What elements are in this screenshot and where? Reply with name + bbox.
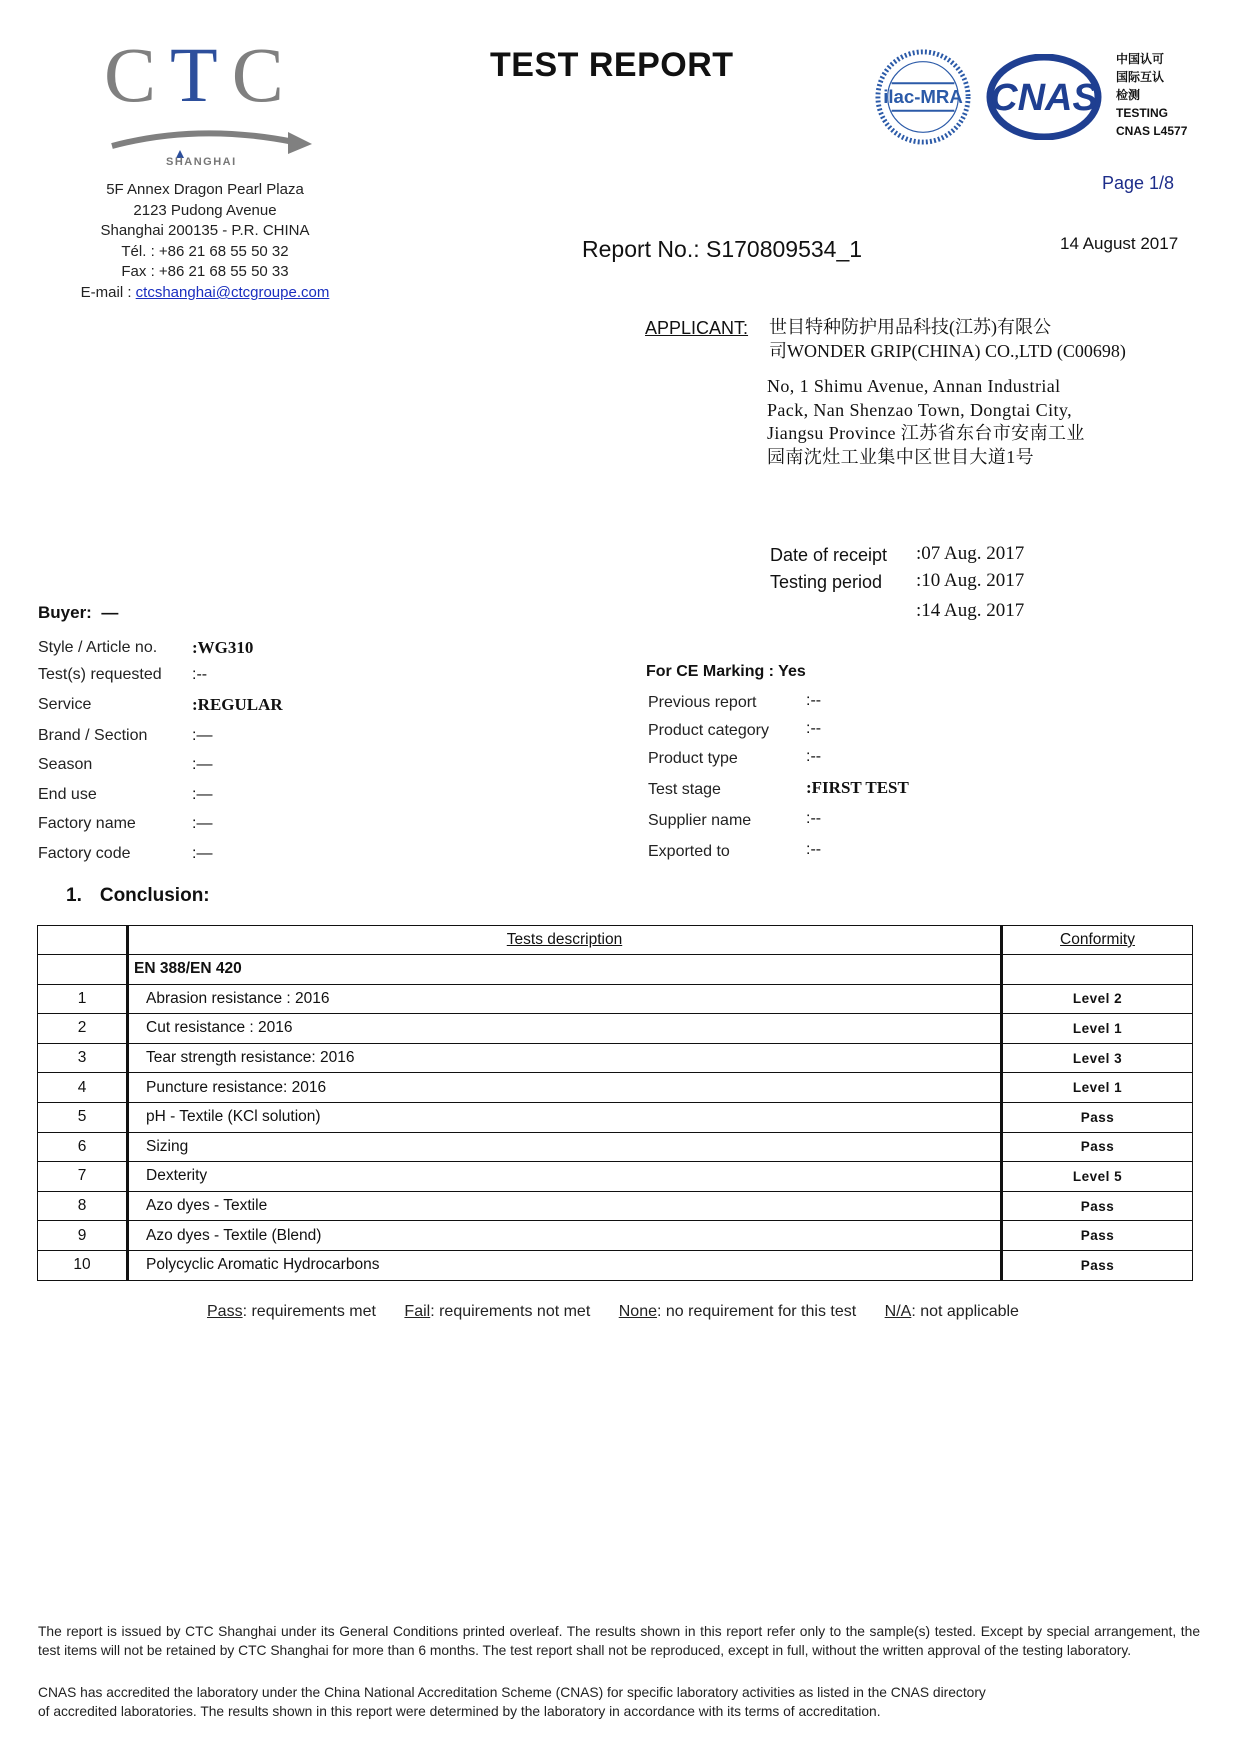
row-desc: Tear strength resistance: 2016 bbox=[128, 1043, 1002, 1073]
table-row bbox=[38, 1073, 1193, 1103]
receipt-label: Date of receipt bbox=[770, 545, 888, 565]
cnas-line: TESTING bbox=[1116, 106, 1169, 120]
field-value: :-- bbox=[806, 748, 822, 765]
standard-conf-cell bbox=[1002, 955, 1193, 985]
applicant-name bbox=[769, 316, 1169, 363]
address-line: Fax : +86 21 68 55 50 33 bbox=[121, 263, 289, 281]
row-conf: Level 1 bbox=[1002, 1014, 1193, 1044]
table-standard-row bbox=[38, 955, 1193, 985]
legend-text: : requirements met bbox=[242, 1303, 376, 1320]
testing-from: :10 Aug. 2017 bbox=[916, 570, 1025, 591]
row-desc: Abrasion resistance : 2016 bbox=[128, 984, 1002, 1014]
buyer-label: Buyer: bbox=[38, 603, 92, 622]
header-number-cell bbox=[38, 926, 128, 955]
ctc-logo-arrow-icon bbox=[104, 98, 319, 158]
email-line bbox=[60, 283, 350, 304]
applicant-address-line: Pack, Nan Shenzao Town, Dongtai City, bbox=[767, 399, 1072, 420]
buyer-value: — bbox=[101, 603, 119, 622]
field-value: :-- bbox=[806, 692, 822, 709]
row-number: 9 bbox=[38, 1221, 128, 1251]
standard-number-cell bbox=[38, 955, 128, 985]
testing-label: Testing period bbox=[770, 572, 883, 592]
table-row bbox=[38, 1221, 1193, 1251]
row-desc: Puncture resistance: 2016 bbox=[128, 1073, 1002, 1103]
header-conf: Conformity bbox=[1002, 926, 1193, 955]
ctc-logo bbox=[104, 31, 314, 171]
field-label: Product type bbox=[648, 750, 738, 767]
row-desc: Polycyclic Aromatic Hydrocarbons bbox=[128, 1250, 1002, 1280]
cnas-line: 检测 bbox=[1116, 88, 1141, 102]
row-desc: Cut resistance : 2016 bbox=[128, 1014, 1002, 1044]
field-label: Product category bbox=[648, 722, 769, 739]
table-row bbox=[38, 1162, 1193, 1192]
field-label: Service bbox=[38, 696, 92, 713]
legend-key: Pass bbox=[207, 1303, 243, 1320]
field-label: Test stage bbox=[648, 781, 721, 798]
table-row bbox=[38, 984, 1193, 1014]
cnas-line: CNAS L4577 bbox=[1116, 124, 1188, 138]
table-row bbox=[38, 1102, 1193, 1132]
field-value: :-- bbox=[806, 841, 822, 858]
legend-key: None bbox=[618, 1303, 657, 1320]
cnas-line: 国际互认 bbox=[1116, 70, 1165, 84]
legend-item bbox=[207, 1303, 376, 1320]
row-conf: Pass bbox=[1002, 1102, 1193, 1132]
applicant-name-line: 司WONDER GRIP(CHINA) CO.,LTD (C00698) bbox=[769, 340, 1126, 361]
row-number: 1 bbox=[38, 984, 128, 1014]
field-value: :— bbox=[192, 845, 213, 862]
table-row bbox=[38, 1132, 1193, 1162]
header-desc: Tests description bbox=[128, 926, 1002, 955]
legend-key: N/A bbox=[884, 1303, 912, 1320]
ctc-logo-city: SHANGHAI bbox=[166, 156, 237, 168]
table-header-row bbox=[38, 926, 1193, 955]
legend-text: : no requirement for this test bbox=[656, 1303, 857, 1320]
field-label: Factory name bbox=[38, 815, 136, 832]
legend-item bbox=[885, 1303, 1019, 1320]
row-number: 3 bbox=[38, 1043, 128, 1073]
field-value: :— bbox=[192, 815, 213, 832]
cnas-logo-text: CNAS bbox=[990, 77, 1098, 119]
field-label: Style / Article no. bbox=[38, 639, 158, 656]
row-desc: Azo dyes - Textile (Blend) bbox=[128, 1221, 1002, 1251]
email-link[interactable]: ctcshanghai@ctcgroupe.com bbox=[135, 283, 330, 301]
report-date: 14 August 2017 bbox=[1060, 234, 1179, 253]
row-conf: Level 3 bbox=[1002, 1043, 1193, 1073]
field-label: Previous report bbox=[648, 694, 757, 711]
legend-text: : not applicable bbox=[911, 1303, 1019, 1320]
field-value: :— bbox=[192, 756, 213, 773]
ctc-logo-letters: CTC bbox=[104, 31, 298, 118]
field-value: :— bbox=[192, 786, 213, 803]
table-row bbox=[38, 1014, 1193, 1044]
field-label: Supplier name bbox=[648, 812, 752, 829]
applicant-address-line: 园南沈灶工业集中区世目大道1号 bbox=[767, 446, 1034, 467]
table-row bbox=[38, 1250, 1193, 1280]
applicant-address bbox=[767, 375, 1167, 469]
field-value: :REGULAR bbox=[192, 695, 283, 714]
legend-key: Fail bbox=[404, 1303, 431, 1320]
row-number: 6 bbox=[38, 1132, 128, 1162]
email-label: E-mail : bbox=[80, 283, 136, 301]
row-desc: Azo dyes - Textile bbox=[128, 1191, 1002, 1221]
buyer bbox=[38, 603, 118, 623]
conclusion-table bbox=[37, 925, 1193, 1281]
address-line: Tél. : +86 21 68 55 50 32 bbox=[121, 242, 289, 260]
applicant-address-line: Jiangsu Province 江苏省东台市安南工业 bbox=[767, 423, 1085, 443]
row-conf: Level 2 bbox=[1002, 984, 1193, 1014]
applicant-name-line: 世目特种防护用品科技(江苏)有限公 bbox=[769, 317, 1051, 337]
lab-address bbox=[60, 180, 350, 304]
section-number: 1. bbox=[66, 885, 82, 906]
row-number: 10 bbox=[38, 1250, 128, 1280]
field-value: :WG310 bbox=[192, 638, 254, 657]
report-number: Report No.: S170809534_1 bbox=[582, 236, 863, 262]
row-conf: Pass bbox=[1002, 1221, 1193, 1251]
row-desc: Dexterity bbox=[128, 1162, 1002, 1192]
field-label: Season bbox=[38, 756, 93, 773]
row-number: 7 bbox=[38, 1162, 128, 1192]
field-label: Brand / Section bbox=[38, 727, 148, 744]
row-conf: Pass bbox=[1002, 1250, 1193, 1280]
field-value: :-- bbox=[806, 720, 822, 737]
field-label: Test(s) requested bbox=[38, 666, 162, 683]
row-conf: Level 1 bbox=[1002, 1073, 1193, 1103]
address-line: 2123 Pudong Avenue bbox=[133, 201, 277, 219]
row-desc: pH - Textile (KCl solution) bbox=[128, 1102, 1002, 1132]
field-label: End use bbox=[38, 786, 97, 803]
table-row bbox=[38, 1043, 1193, 1073]
row-number: 4 bbox=[38, 1073, 128, 1103]
legend-text: : requirements not met bbox=[430, 1303, 591, 1320]
cnas-accreditation-block bbox=[1116, 50, 1187, 140]
cnas-logo-icon bbox=[986, 54, 1102, 140]
table-row bbox=[38, 1191, 1193, 1221]
footer-disclaimer: The report is issued by CTC Shanghai under its General Conditions printed overleaf. The results shown in this report refer only to the sample(s) tested. Except by special arrangement, the test items will not be retained by CTC Shanghai for more than 6 months. The test report shall not be reproduced, except in full, without the written approval of the testing laboratory. bbox=[38, 1624, 1200, 1658]
cnas-line: 中国认可 bbox=[1116, 52, 1165, 66]
ce-marking: For CE Marking : Yes bbox=[646, 663, 806, 680]
legend-item bbox=[619, 1303, 856, 1320]
legend bbox=[207, 1303, 1043, 1321]
address-line: 5F Annex Dragon Pearl Plaza bbox=[106, 181, 304, 198]
applicant-label: APPLICANT: bbox=[645, 318, 749, 338]
row-number: 2 bbox=[38, 1014, 128, 1044]
page-number: Page 1/8 bbox=[1102, 173, 1175, 193]
field-value: :-- bbox=[806, 810, 822, 827]
standard-name: EN 388/EN 420 bbox=[128, 955, 1002, 985]
row-number: 8 bbox=[38, 1191, 128, 1221]
field-value: :— bbox=[192, 727, 213, 744]
field-label: Exported to bbox=[648, 843, 730, 860]
footer-cnas-note bbox=[38, 1683, 1200, 1721]
document-title: TEST REPORT bbox=[490, 46, 734, 84]
conclusion-heading bbox=[66, 885, 228, 907]
row-conf: Pass bbox=[1002, 1132, 1193, 1162]
row-conf: Pass bbox=[1002, 1191, 1193, 1221]
row-number: 5 bbox=[38, 1102, 128, 1132]
legend-item bbox=[404, 1303, 590, 1320]
ilac-mra-logo-icon bbox=[874, 48, 972, 146]
receipt-value: :07 Aug. 2017 bbox=[916, 543, 1025, 564]
ilac-logo-text: ilac-MRA bbox=[883, 85, 963, 107]
field-value: :-- bbox=[192, 666, 208, 683]
footer-line: CNAS has accredited the laboratory under the China National Accreditation Scheme (CNAS) for specific laboratory activities as listed in the CNAS directory bbox=[38, 1685, 986, 1700]
field-label: Factory code bbox=[38, 845, 131, 862]
footer-line: of accredited laboratories. The results shown in this report were determined by the laboratory in accordance with its terms of accreditation. bbox=[38, 1704, 881, 1719]
testing-to: :14 Aug. 2017 bbox=[916, 600, 1025, 621]
applicant-address-line: No, 1 Shimu Avenue, Annan Industrial bbox=[767, 376, 1061, 396]
section-title: Conclusion: bbox=[99, 885, 210, 906]
address-line: Shanghai 200135 - P.R. CHINA bbox=[100, 222, 310, 240]
row-desc: Sizing bbox=[128, 1132, 1002, 1162]
field-value: :FIRST TEST bbox=[806, 778, 909, 797]
row-conf: Level 5 bbox=[1002, 1162, 1193, 1192]
